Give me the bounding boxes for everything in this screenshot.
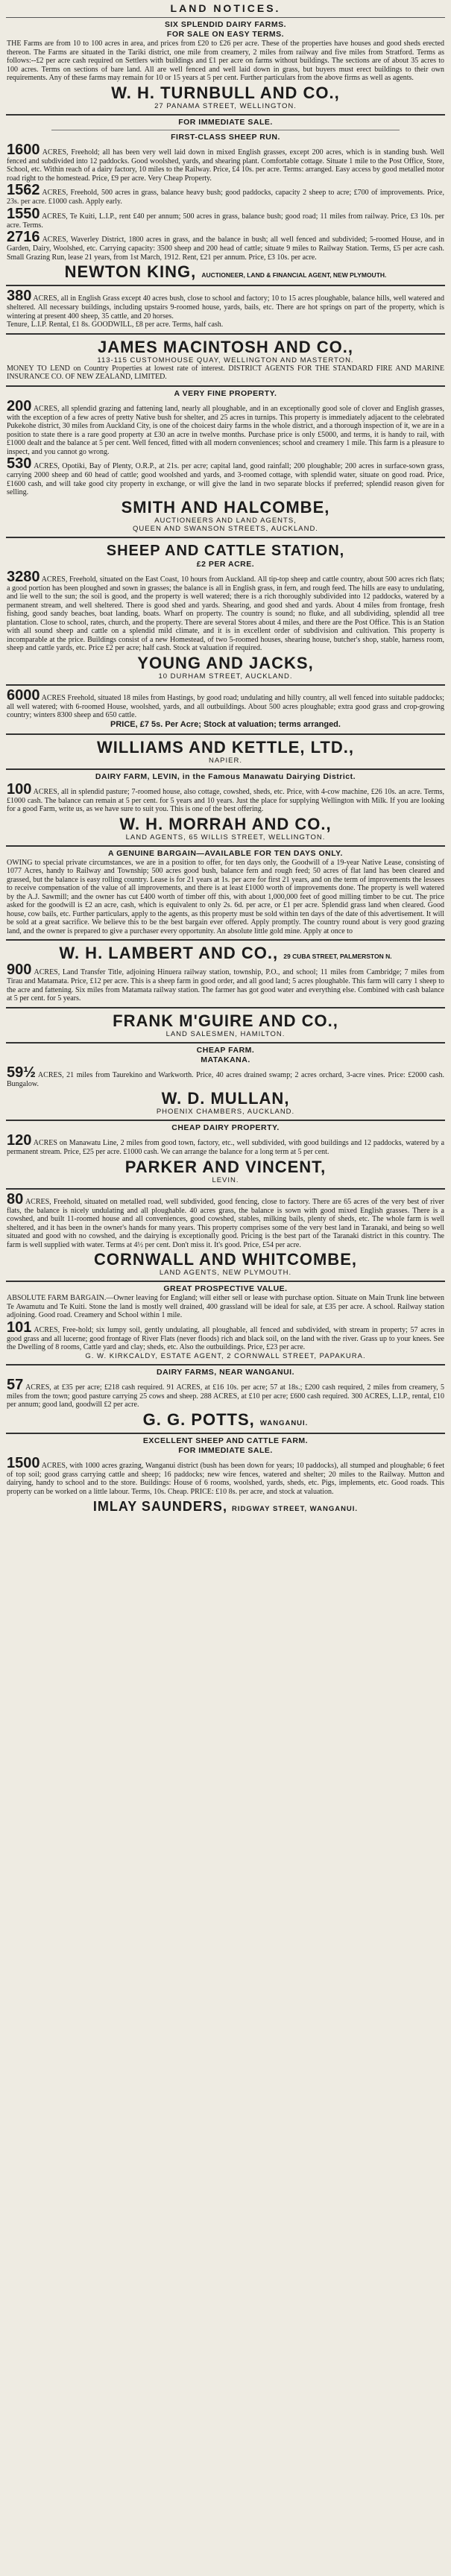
listing-acres: 120 [7, 1132, 32, 1149]
advert-6000-acres [6, 686, 445, 735]
listing-item [7, 962, 444, 1003]
advert-title: A VERY FINE PROPERTY. [174, 388, 277, 398]
agent-note: G. W. KIRKCALDY, ESTATE AGENT, 2 CORNWALL STREET, PAPAKURA. [85, 1351, 366, 1360]
agent-address: 113-115 CUSTOMHOUSE QUAY, WELLINGTON AND MASTERTON. [97, 356, 354, 364]
advert-body: MONEY TO LEND on Country Properties at lowest rate of interest. DISTRICT AGENTS FOR THE STANDARD FIRE AND MARINE INSURANCE CO. OF NEW ZEALAND, LIMITED. [7, 364, 444, 381]
listing-acres: 200 [7, 397, 32, 414]
advert-station [6, 538, 445, 686]
advert-cheap-dairy [6, 1121, 445, 1190]
agent-name: PARKER AND VINCENT, [124, 1157, 327, 1176]
agent-address: LAND SALESMEN, HAMILTON. [165, 1029, 286, 1038]
listing-item [7, 1133, 444, 1157]
section-header: LAND NOTICES. [6, 2, 445, 18]
advert-subtitle: FOR SALE ON EASY TERMS. [166, 30, 285, 39]
agent-address: LAND AGENTS, NEW PLYMOUTH. [159, 1269, 292, 1277]
advert-body: THE Farms are from 10 to 100 acres in area, and prices from £20 to £26 per acre. These of the properties have houses and good sheds erected thereon. The Farms are situated in the Tariki district, one mile from creamery, 2 miles from railway and five miles from Stratford. Terms as follows:--£2 per acre cash required on Settlers with buildings and £1 per acre on farms without buildings. The sections are of about 35 acres to 100 acres. Terms on sections of bare land. All are well fenced and well laid down in grass, but buyers must erect buildings to their own requirements. Any of these farms may remain for 10 or 15 years at 5 per cent. Further particulars from the above firms as well as agents. [7, 40, 444, 82]
agent-address: 10 DURHAM STREET, AUCKLAND. [158, 672, 293, 681]
listing-terms: Tenure, L.I.P. Rental, £1 8s. GOODWILL, £8 per acre. Terms, half cash. [7, 321, 224, 329]
listing-text: ACRES, Freehold, situated on metalled road, well subdivided, good fencing, close to factory. There are 65 acres of the very best of river flats, the balance is nicely undulating and all ploughable. 40 acres grass, the balance is sown with good mixed English grasses. There is a cowshed, and built 11-roomed house and all conveniences, good cowshed, stables, milking bails, plenty of sheds, etc. The whole farm is well sheltered, and it has been in the owner's hands for many years. This property comprises some of the very best land in Taranaki, and being so well situated and good with no cowshed, and the dairying is exceptionally good. Pricing is the best part of the Taranaki district in this country. The farm is well supplied with water. Terms at 4½ per cent. Don't miss it. It's good. Price, £54 per acre. [7, 1197, 445, 1249]
listing-item [7, 1192, 444, 1250]
agent-name: JAMES MACINTOSH AND CO., [97, 337, 354, 356]
listing-text: ACRES, Freehold; all has been very well laid down in mixed English grasses, except 200 acres, which is in standing bush. Well fenced and subdivided into 12 paddocks. Good woolshed, yards, and shearing plant. Comfortable cottage. Situate 1 mile to the Post Office, Store, School, etc. Within reach of a dairy factory, 10 miles to the Railway. Price, £4 10s. per acre. Terms: arranged. Easy access by good metalled motor road right to the homestead. Price, £9 per acre. Very Cheap Property. [7, 148, 445, 183]
listing-text: ACRES Freehold, situated 18 miles from Hastings, by good road; undulating and hilly country, all well fenced into suitable paddocks; all well watered; with 6-roomed House, woolshed, yards, and all outbuildings. About 500 acres ploughable; extra good grass and crop-growing country; winters 8300 sheep and 650 cattle. [7, 693, 444, 719]
advert-title: EXCELLENT SHEEP AND CATTLE FARM. [142, 1436, 309, 1445]
listing-text: ACRES, Free-hold; six lumpy soil, gently undulating, all ploughable, all fenced and subdivided, with stream in property; 57 acres in good grass and all lucerne; good frontage of River Flats (never floods) rich and black soil, on the land with the river. Grass up to your knees. See the Dwelling of 8 rooms, Cattle yard and clay; sheds, etc. Also the outbuildings. Price, £23 per acre. [7, 1325, 444, 1351]
agent-address: 27 PANAMA STREET, WELLINGTON. [154, 101, 297, 110]
advert-prospective-value [6, 1282, 445, 1366]
listing-acres: 57 [7, 1376, 24, 1393]
agent-name: W. H. MORRAH AND CO., [119, 814, 332, 833]
advert-title: SHEEP AND CATTLE STATION, [106, 542, 345, 559]
listing-item [7, 688, 444, 720]
agent-name [7, 1411, 444, 1429]
advert-title: A GENUINE BARGAIN—AVAILABLE FOR TEN DAYS ONLY. [108, 848, 343, 858]
agent-address: WANGANUI. [259, 1418, 309, 1427]
listing-acres: 101 [7, 1319, 32, 1336]
advert-title: CHEAP DAIRY PROPERTY. [171, 1123, 280, 1132]
listing-acres: 530 [7, 455, 32, 472]
advert-title: DAIRY FARM, LEVIN, in the Famous Manawatu Dairying District. [95, 771, 356, 781]
agent-name: SMITH AND HALCOMBE, [121, 497, 330, 517]
agent-name: W. H. TURNBULL AND CO., [111, 83, 340, 102]
listing-acres: 1500 [7, 1454, 40, 1471]
listing-item [7, 142, 444, 183]
listing-text: ACRES, Freehold, 500 acres in grass, balance heavy bush; good paddocks, capacity 2 sheep to acre; £700 of improvements. Price, 23s. per acre. £1000 cash. Apply early. [7, 189, 444, 206]
listing-text: ACRES, Waverley District, 1800 acres in grass, and the balance in bush; all well fenced and subdivided; 5-roomed House, and in Garden, Dairy, Woolshed, etc. Carrying capacity: 3500 sheep and 200 head of cattle; situate 9 miles to Railway Station. Terms, £5 per acre cash. Small Grazing Run, lease 21 years, from 1st March, 1912. Rent, £21 per annum. Price, £3 10s. per acre. [7, 236, 444, 262]
listing-text: ACRES, Te Kuiti, L.I.P., rent £40 per annum; 500 acres in grass, balance bush; good road; 11 miles from railway. Price, £3 10s. per acre. Terms. [7, 212, 444, 230]
agent-note: 29 CUBA STREET, PALMERSTON N. [283, 953, 392, 960]
listing-text: ACRES, at £35 per acre; £218 cash required. 91 ACRES, at £16 10s. per acre; 57 at 18s.; £200 cash required, 2 miles from creamery, 5 miles from the town; good pasture carrying 25 cows and sheep. 288 ACRES, at £10 per acre; £600 cash required. 300 ACRES, L.I.P., rental, £10 per annum; good land, goodwill £2 per acre. [7, 1383, 444, 1409]
listing-acres: 3280 [7, 568, 40, 585]
listing-acres: 900 [7, 962, 32, 978]
listing-acres: 6000 [7, 686, 40, 704]
agent-address: QUEEN AND SWANSON STREETS, AUCKLAND. [133, 524, 318, 533]
advert-title: DAIRY FARMS, NEAR WANGANUI. [156, 1367, 294, 1377]
listing-price: PRICE, £7 5s. Per Acre; Stock at valuation; terms arranged. [110, 719, 341, 729]
advert-subtitle: FIRST-CLASS SHEEP RUN. [171, 132, 280, 142]
agent-address: LAND AGENTS, 65 WILLIS STREET, WELLINGTON. [125, 833, 326, 842]
agent-name: YOUNG AND JACKS, [137, 653, 314, 672]
listing-text: ACRES, 21 miles from Taurekino and Warkworth. Price, 40 acres drained swamp; 2 acres orchard, 3-acre vines. Price: £2000 cash. Bungalow. [7, 1070, 444, 1088]
advert-mguire [6, 1008, 445, 1044]
listing-text: ACRES on Manawatu Line, 2 miles from good town, factory, etc., well subdivided, with good buildings and 12 paddocks, watered by a permanent stream. Price, £25 per acre. £1000 cash. We can arrange the balance for a long term at 5 per cent. [7, 1139, 445, 1156]
listing-item [7, 1320, 444, 1352]
agent-name: FRANK M'GUIRE AND CO., [113, 1011, 338, 1030]
listing-item [7, 569, 444, 653]
listing-item [7, 1456, 444, 1497]
listing-text: ACRES, Land Transfer Title, adjoining Hinuera railway station, township, P.O., and school; 11 miles from Cambridge; 7 miles from Tirau and Matamata. Price, £12 per acre. This is a sheep farm in good order, and all good land; 5 acres ploughable. This farm will carry 1 sheep to the acre and fattening. Six miles from Matamata railway station. The farmer has got good water and everything else. Combined with cash balance at 5 per cent. for 5 years. [7, 968, 445, 1003]
advert-lambert [6, 941, 445, 1008]
advert-sheep-cattle-farm [6, 1434, 445, 1520]
listing-text: ACRES, all in English Grass except 40 acres bush, close to school and factory; 10 to 15 acres ploughable, balance hills, well watered and sheltered. All necessary buildings, including upstairs 9-roomed house, yards, bails, etc. There are hot springs on part of the property, which is wintering at present 400 sheep, 35 cattle, and 20 horses. [7, 294, 444, 321]
agent-name-text: W. H. LAMBERT AND CO., [59, 944, 279, 962]
listing-acres: 2716 [7, 229, 40, 245]
advert-subtitle: FOR IMMEDIATE SALE. [178, 1445, 273, 1455]
advert-williams-kettle [6, 735, 445, 770]
advert-levin-dairy [6, 770, 445, 847]
advert-subtitle: £2 PER ACRE. [196, 559, 255, 569]
listing-text: ACRES, all in splendid pasture; 7-roomed house, also cottage, cowshed, sheds, etc. Price, with 4-cow machine, £26 10s. an acre. Terms, £1000 cash. The balance can remain at 5 per cent. for 5 years and 10 years. Just the place for supplying Wellington with Milk. If you are looking for a good Farm, write us, as we have sure to suit you. This is one of the best offering. [7, 787, 445, 813]
advert-sheep-run [6, 116, 445, 287]
listing-text: ACRES, Opotiki, Bay of Plenty, O.R.P., at 21s. per acre; capital land, good rainfall; 200 ploughable; 200 acres in surface-sown grass, carrying 2000 sheep and 60 head of cattle; good woolshed and yards, and 3-roomed cottage, with splendid water, situate on good road. Price, £1600 cash, and will take good city property in exchange, or will give the land in two separate blocks if preferred; splendid reason given for selling. [7, 462, 445, 496]
listing-item [7, 399, 444, 457]
agent-address: NAPIER. [208, 756, 242, 765]
listing-text: ACRES, all splendid grazing and fattening land, nearly all ploughable, and in an exceptionally good sole of clover and English grasses, with the exception of a few acres of pretty Native bush for shelter, and 25 acres in turnips. This property is immediately adjacent to the celebrated Pukekohe district, 30 miles from Auckland City, is one of the choicest dairy farms in the whole district, and a thorough inspection of it, we are in a position to state there is a rare good property at £30 an acre in twelve months. Purchase price is only £5000, and terms, it is handy to rail, with £1000 dealt and the balance at 5 per cent. Well fenced, fitted with all modern conveniences; school and creamery 1 mile. This farm is a pleasure to inspect, and you cannot go wrong. [7, 404, 444, 456]
advert-title: GREAT PROSPECTIVE VALUE. [163, 1284, 288, 1293]
advert-title: CHEAP FARM. [196, 1045, 255, 1055]
agent-note: AUCTIONEER, LAND & FINANCIAL AGENT, NEW PLYMOUTH. [201, 271, 387, 279]
agent-name-text: G. G. POTTS, [142, 1409, 255, 1429]
listing-item [7, 206, 444, 230]
newspaper-column [6, 0, 445, 1519]
listing-acres: 1550 [7, 205, 40, 222]
advert-body: ABSOLUTE FARM BARGAIN.—Owner leaving for England; will either sell or lease with purchase option. Situate on Main Trunk line between Te Awamutu and Te Kuiti. Stone the land is mostly well drained, 400 grassland will be ideal for sale, at £35 per acre. A school. Railway station adjoining. Good road. Creamery and School within 1 mile. [7, 1294, 444, 1319]
listing-acres: 380 [7, 288, 32, 304]
agent-name [7, 263, 444, 281]
advert-subtitle: MATAKANA. [201, 1055, 250, 1064]
advert-380-acres [6, 286, 445, 335]
agent-note: AUCTIONEERS AND LAND AGENTS, [154, 516, 297, 525]
agent-name: W. D. MULLAN, [161, 1089, 290, 1108]
listing-acres: 59½ [7, 1064, 36, 1081]
listing-item [7, 230, 444, 262]
listing-text: ACRES, Freehold, situated on the East Coast, 10 hours from Auckland. All tip-top sheep and cattle country, about 500 acres rich flats; a good portion has been ploughed and sown in grasses; the balance is all in English grass, in fern, and rough feed. The hills are easy to undulating, and lie well to the sun; the soil is good, and the property is well watered; there is a rich thoroughly subdivided into 12 paddocks, watered by a permanent stream, and well sheltered. There is good shed and yards. Shearing, and good shed and yards. About 4 miles from frontage, fresh fishing, good sandy beaches, boat landing, boats. Wharf on property. The country is sound; no fluke, and all subdividing, splendid all tree plantation. Close to school, rates, church, and the property. There are several Stores about 4 miles, and there are the Post Office. This is an Station with all sound sheep and cattle on a splendid mild climate, and it is in excellent order of subdivision and cultivation. This property is incomparable at the price. Buildings consist of a new Homestead, of two 5-roomed houses, shearing house, butcher's shop, stable, harness room, sheep and cattle yards, etc. Price £2 per acre; half cash. Stock at valuation if required. [7, 575, 444, 652]
listing-item [7, 1377, 444, 1409]
advert-dairy-farms [6, 18, 445, 116]
listing-text: ACRES, with 1000 acres grazing, Wanganui district (bush has been down for years; 10 paddocks), all stumped and ploughable; 6 feet of top soil; good grass carrying cattle and sheep; 16 paddocks; new wire fences, watered and shelter; 20 miles to the Railway. Mutton and dairying, handy to school and to the store. Buildings: House of 6 rooms, woolshed, yards, sheds, etc. Pigs, implements, etc. Good roads. This property can be worked on a little labour. Terms, 10s. Cheap. PRICE: £10 8s. per acre, and stock at valuation. [7, 1461, 444, 1496]
agent-name: WILLIAMS AND KETTLE, LTD., [97, 737, 354, 757]
advert-fine-property [6, 387, 445, 538]
advert-body: OWING to special private circumstances, we are in a position to offer, for ten days only, the Goodwill of a 19-year Native Lease, consisting of 1077 Acres, handy to Railway and Township; 500 acres good bush, balance fern and rough feed; 50 acres of flat land has been cleared and grassed, but the balance is easy rolling country. Lease is for 21 years at 1s. per acre for first 21 years, and on the term of improvements the lessees to receive compensation of the value of all improvements, and there is at least £1000 worth of improvements done. The property is well watered by the A.J. Sawmill; and the owner has cut £400 worth of timber off this, with about 1,000,000 feet of good milling timber to be cut. The price asked for the goodwill is £2 an acre, cash, which is equivalent to only 2s. 6d. per acre, or £1 per acre. Splendid grass land when cleared. Good house, cow bails, etc. Further particulars, apply to the agents, as this property must be sold within ten days of the date of this advertisement. It will be sold at a great sacrifice. We believe this to be the best bargain ever offered. Apply promptly. The country round about is very good grazing land, and the owner is prepared to give a purchaser every opportunity. An absolute little gold mine. Apply at once to [7, 858, 444, 935]
listing-item [7, 183, 444, 206]
listing-acres: 80 [7, 1190, 24, 1208]
advert-wanganui-dairy [6, 1366, 445, 1434]
advert-genuine-bargain [6, 847, 445, 941]
agent-address: LEVIN. [212, 1175, 239, 1184]
agent-name-text: NEWTON KING, [64, 262, 197, 281]
agent-address: PHOENIX CHAMBERS, AUCKLAND. [156, 1108, 295, 1116]
advert-80-acres [6, 1190, 445, 1283]
listing-item [7, 288, 444, 321]
advert-title: SIX SPLENDID DAIRY FARMS. [164, 20, 287, 29]
advert-macintosh [6, 335, 445, 387]
agent-name [7, 944, 444, 962]
agent-address: RIDGWAY STREET, WANGANUI. [231, 1505, 359, 1513]
listing-acres: 1600 [7, 141, 40, 158]
advert-title: FOR IMMEDIATE SALE. [178, 117, 273, 127]
listing-item [7, 1065, 444, 1089]
listing-acres: 100 [7, 780, 32, 798]
listing-item [7, 456, 444, 497]
listing-item [7, 782, 444, 814]
listing-acres: 1562 [7, 182, 40, 198]
advert-cheap-farm [6, 1044, 445, 1122]
agent-name [7, 1497, 444, 1515]
agent-name: CORNWALL AND WHITCOMBE, [94, 1250, 357, 1269]
agent-name-text: IMLAY SAUNDERS, [92, 1499, 227, 1514]
